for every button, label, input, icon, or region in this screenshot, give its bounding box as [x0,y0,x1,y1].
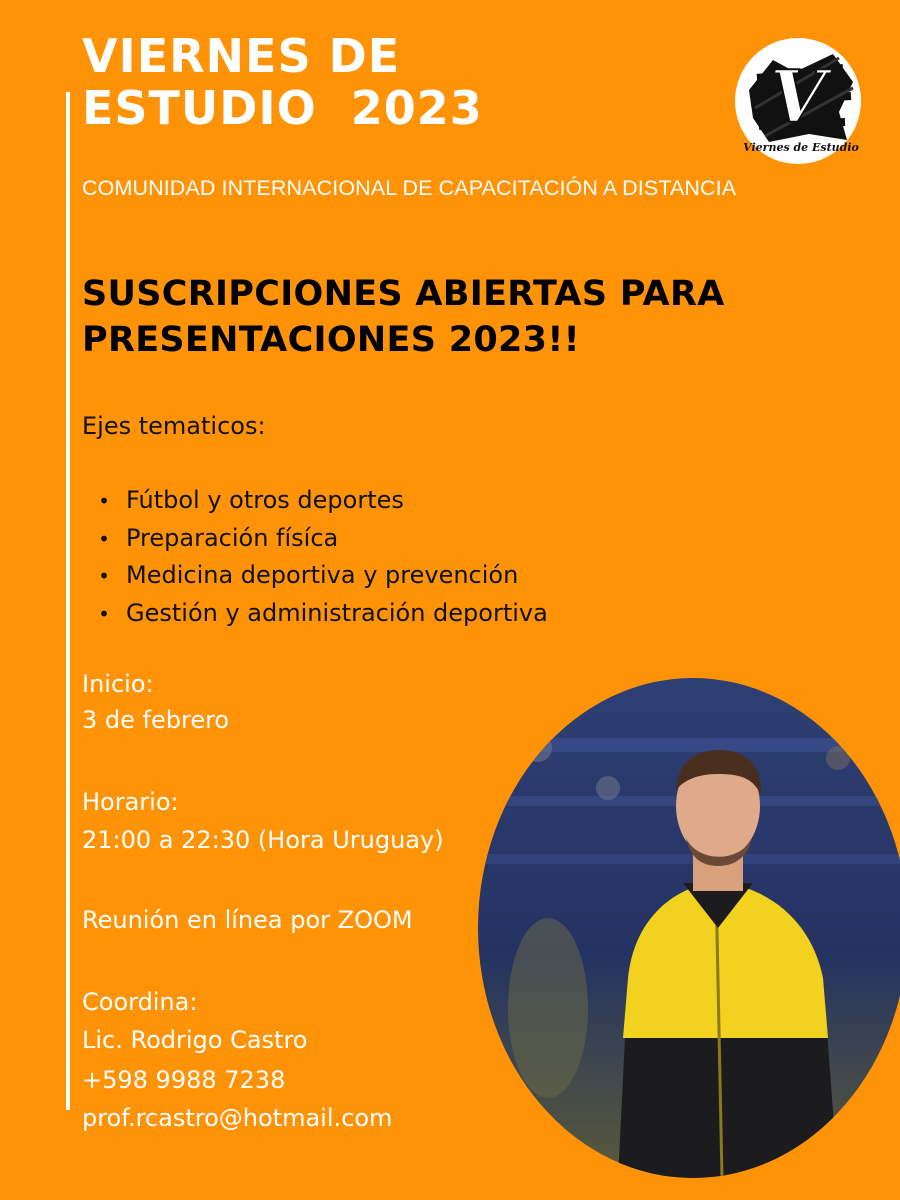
schedule-time: 21:00 a 22:30 (Hora Uruguay) [82,826,444,854]
title-line-1: VIERNES DE [82,29,401,83]
svg-text:V: V [770,54,826,139]
viernes-de-estudio-logo [735,38,861,164]
topic-text: Medicina deportiva y prevención [126,561,519,589]
coordinator-phone: +598 9988 7238 [82,1066,286,1094]
bullet-icon: • [98,564,110,588]
coordinator-photo [478,678,900,1178]
topics-list [82,482,548,632]
headline-line-2: PRESENTACIONES 2023!! [82,320,580,360]
bullet-icon: • [98,601,110,626]
topics-label: Ejes tematicos: [82,412,266,440]
coordinator-label: Coordina: [82,988,198,1016]
headline [82,271,725,363]
list-item [82,557,548,595]
headline-line-1: SUSCRIPCIONES ABIERTAS PARA [82,274,725,314]
coordinator-name: Lic. Rodrigo Castro [82,1026,308,1054]
list-item [82,520,548,558]
bullet-icon: • [98,489,110,513]
list-item [82,595,548,633]
topic-text: Preparación físíca [126,523,339,552]
coordinator-photo-illustration [478,678,900,1178]
meeting-info: Reunión en línea por ZOOM [82,906,413,934]
bullet-icon: • [98,526,110,551]
list-item [82,482,548,520]
schedule-label: Horario: [82,788,179,816]
start-date: 3 de febrero [82,706,230,734]
page-title [82,30,483,134]
svg-text:Viernes de Estudio: Viernes de Estudio [743,141,859,154]
title-line-2: ESTUDIO 2023 [82,81,483,135]
subtitle: COMUNIDAD INTERNACIONAL DE CAPACITACIÓN A DISTANCIA [82,176,737,200]
coordinator-email: prof.rcastro@hotmail.com [82,1104,393,1132]
start-label: Inicio: [82,670,154,698]
accent-vertical-line [66,92,70,1110]
topic-text: Fútbol y otros deportes [126,486,404,514]
topic-text: Gestión y administración deportiva [126,598,548,627]
